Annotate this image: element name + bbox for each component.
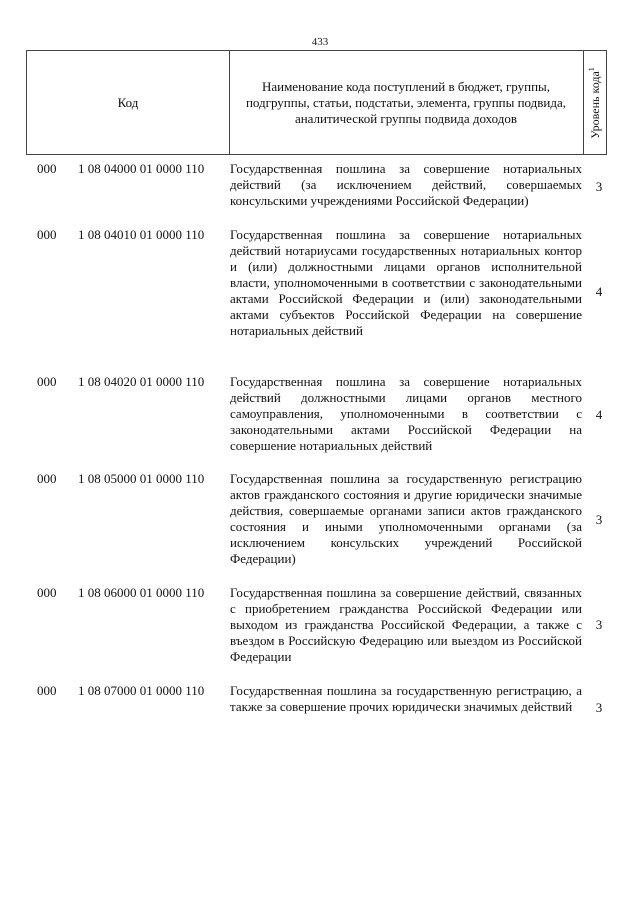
header-level bbox=[583, 51, 607, 154]
row-prefix: 000 bbox=[37, 683, 57, 698]
table-header bbox=[26, 50, 607, 155]
row-prefix: 000 bbox=[37, 227, 57, 242]
row-level: 3 bbox=[595, 512, 603, 527]
row-code: 1 08 04000 01 0000 110 bbox=[78, 161, 205, 176]
row-name: Государственная пошлина за государственную регистрацию актов гражданского состояния и другие юридически значимые действия, совершаемые органами записи актов гражданского состояния и иными уполномоченными органами (за исключением консульских учреждений Российской Федерации) bbox=[230, 471, 582, 566]
row-prefix: 000 bbox=[37, 471, 57, 486]
row-level: 4 bbox=[595, 407, 603, 422]
row-code: 1 08 04010 01 0000 110 bbox=[78, 227, 205, 242]
row-code: 1 08 04020 01 0000 110 bbox=[78, 374, 205, 389]
row-name: Государственная пошлина за совершение нотариальных действий (за исключением действий, совершаемых консульскими учреждениями Российской Федерации) bbox=[230, 161, 582, 208]
header-level-label: Уровень кода bbox=[588, 70, 602, 139]
row-name: Государственная пошлина за государственную регистрацию, а также за совершение прочих юридически значимых действий bbox=[230, 683, 582, 714]
page-number: 433 bbox=[311, 36, 329, 48]
row-level: 3 bbox=[595, 617, 603, 632]
row-level: 3 bbox=[595, 700, 603, 715]
header-level-text bbox=[587, 67, 603, 139]
header-name: Наименование кода поступлений в бюджет, группы, подгруппы, статьи, подстатьи, элемента, группы подвида, аналитической группы подвида доходов bbox=[245, 78, 567, 126]
row-name: Государственная пошлина за совершение нотариальных действий нотариусами государственных нотариальных контор и (или) должностными лицами органов исполнительной власти, уполномоченными в соответствии с законодательными актами Российской Федерации и (или) законодательными актами субъектов Российской Федерации на совершение нотариальных действий bbox=[230, 227, 582, 338]
row-level: 4 bbox=[595, 284, 603, 299]
row-code: 1 08 06000 01 0000 110 bbox=[78, 585, 205, 600]
row-prefix: 000 bbox=[37, 585, 57, 600]
row-code: 1 08 07000 01 0000 110 bbox=[78, 683, 205, 698]
header-code: Код bbox=[117, 94, 139, 110]
row-name: Государственная пошлина за совершение действий, связанных с приобретением гражданства Российской Федерации или выходом из гражданства Российской Федерации, а также с въездом в Российскую Федерацию или выездом из Российской Федерации bbox=[230, 585, 582, 664]
row-name: Государственная пошлина за совершение нотариальных действий должностными лицами органов местного самоуправления, уполномоченными в соответствии с законодательными актами Российской Федерации на совершение нотариальных действий bbox=[230, 374, 582, 453]
row-code: 1 08 05000 01 0000 110 bbox=[78, 471, 205, 486]
header-level-footnote: 1 bbox=[587, 66, 596, 71]
row-prefix: 000 bbox=[37, 374, 57, 389]
row-prefix: 000 bbox=[37, 161, 57, 176]
row-level: 3 bbox=[595, 179, 603, 194]
